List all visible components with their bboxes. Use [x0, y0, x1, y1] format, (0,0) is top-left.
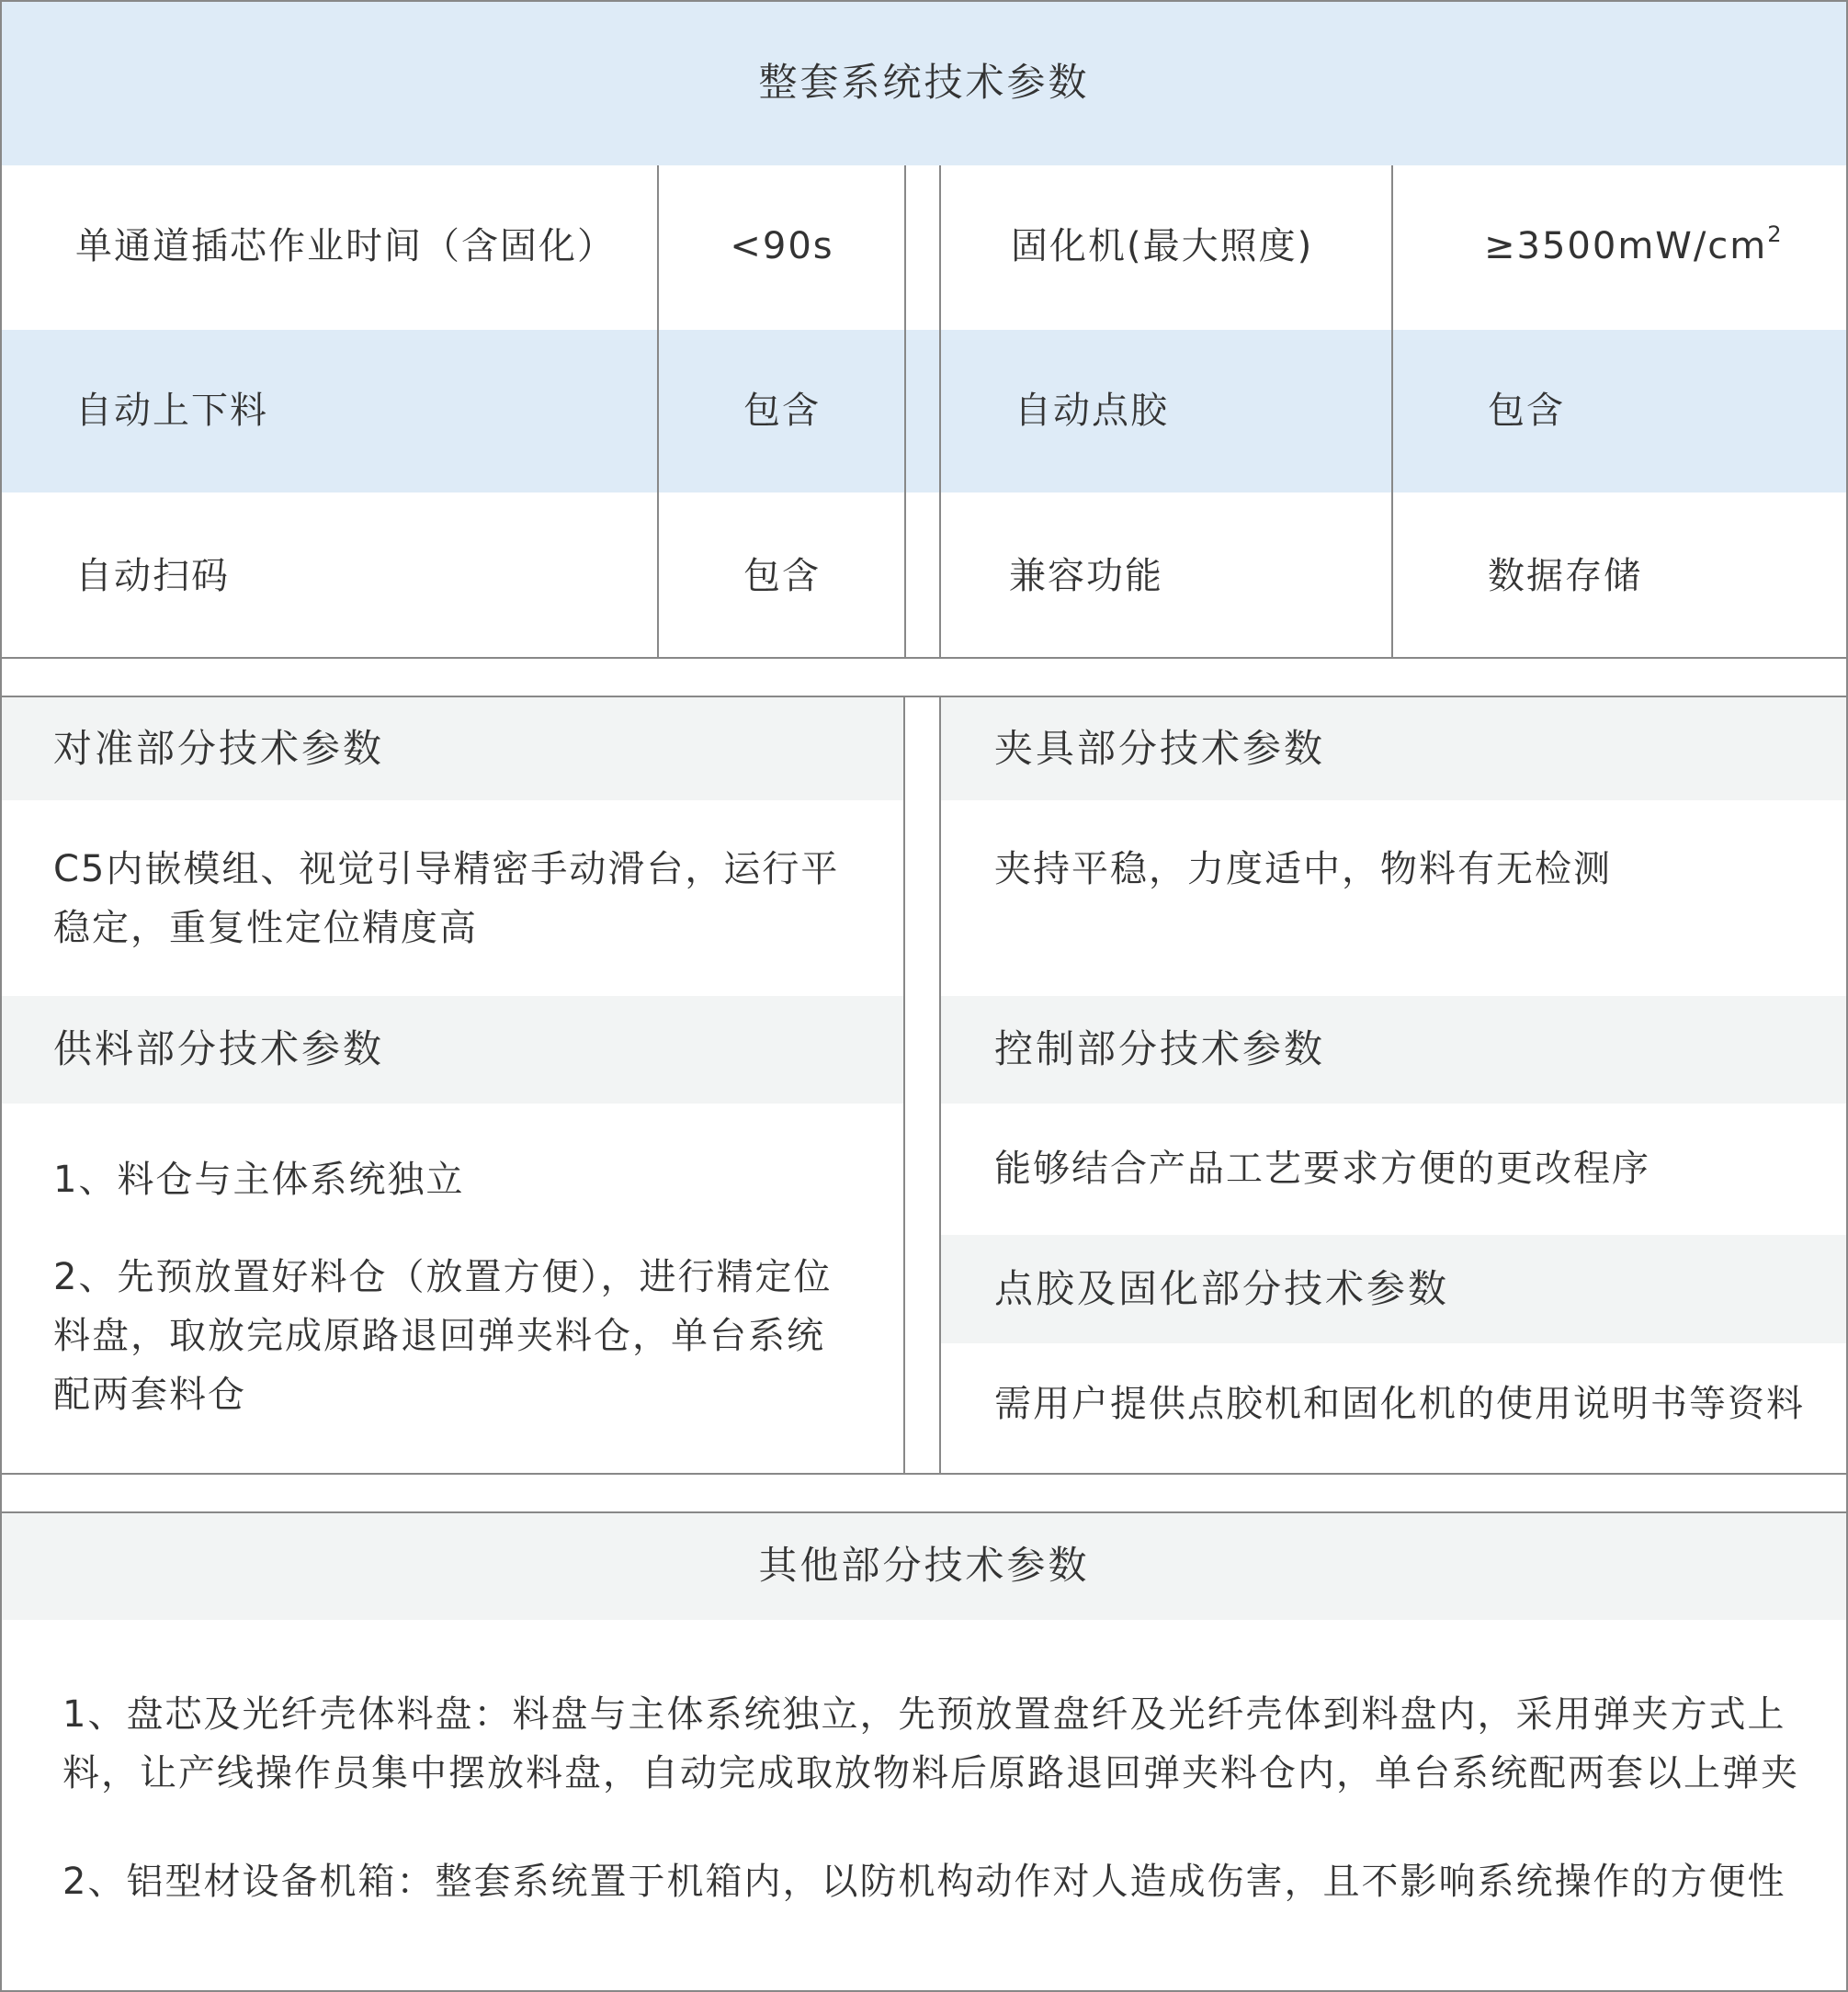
system-row-2-bg [0, 330, 1848, 492]
other-item-1: 1、盘芯及光纤壳体料盘：料盘与主体系统独立，先预放置盘纤及光纤壳体到料盘内，采用弹夹方式上料，让产线操作员集中摆放料盘，自动完成取放物料后原路退回弹夹料仓内，单台系统配两套以上弹夹 [62, 1693, 1799, 1794]
border-left [0, 0, 2, 1992]
system-row-3-label-2: 兼容功能 [1009, 555, 1163, 597]
grid-line [1391, 165, 1393, 658]
other-section-title: 其他部分技术参数 [758, 1543, 1090, 1588]
border-line [0, 696, 1848, 697]
control-section-title: 控制部分技术参数 [994, 1026, 1326, 1071]
grid-line [657, 165, 659, 658]
fixture-section-text: 夹持平稳，力度适中，物料有无检测 [994, 848, 1612, 890]
grid-line [939, 165, 941, 658]
glue-section-title: 点胶及固化部分技术参数 [994, 1266, 1450, 1311]
system-row-1-label-1: 单通道插芯作业时间（含固化） [75, 225, 616, 267]
align-section-title: 对准部分技术参数 [53, 726, 385, 771]
grid-line [903, 696, 905, 1474]
feed-item-2: 2、先预放置好料仓（放置方便），进行精定位料盘，取放完成原路退回弹夹料仓，单台系统配两套料仓 [53, 1256, 833, 1416]
system-row-1-value-2: $\ge 3500mW/cm^2$ [1484, 221, 1784, 267]
glue-section-text: 需用户提供点胶机和固化机的使用说明书等资料 [994, 1383, 1805, 1425]
control-section-text: 能够结合产品工艺要求方便的更改程序 [994, 1148, 1650, 1190]
border-top [0, 0, 1848, 2]
feed-item-1: 1、料仓与主体系统独立 [53, 1159, 465, 1201]
grid-line [904, 165, 906, 658]
fixture-section-title: 夹具部分技术参数 [994, 726, 1326, 771]
system-row-2-value-2: 包含 [1488, 390, 1565, 432]
border-line [0, 657, 1848, 659]
system-row-2-value-1: 包含 [743, 390, 821, 432]
system-row-1-value-1: <90s [730, 225, 834, 267]
feed-section-title: 供料部分技术参数 [53, 1026, 385, 1071]
system-title: 整套系统技术参数 [758, 60, 1090, 105]
system-row-2-label-1: 自动上下料 [75, 390, 268, 432]
align-section-text: C5内嵌模组、视觉引导精密手动滑台，运行平稳定，重复性定位精度高 [53, 848, 840, 949]
superscript-2: 2 [1767, 221, 1784, 247]
system-row-2-label-2: 自动点胶 [1015, 390, 1169, 432]
system-row-3-value-1: 包含 [743, 555, 821, 597]
grid-line [939, 696, 941, 1474]
system-row-3-label-1: 自动扫码 [75, 555, 230, 597]
other-item-2: 2、铝型材设备机箱：整套系统置于机箱内，以防机构动作对人造成伤害，且不影响系统操作的方便性 [62, 1861, 1786, 1903]
system-row-1-label-2: 固化机(最大照度) [1011, 225, 1314, 267]
border-line [0, 1511, 1848, 1513]
border-line [0, 1473, 1848, 1475]
system-row-3-value-2: 数据存储 [1488, 555, 1642, 597]
